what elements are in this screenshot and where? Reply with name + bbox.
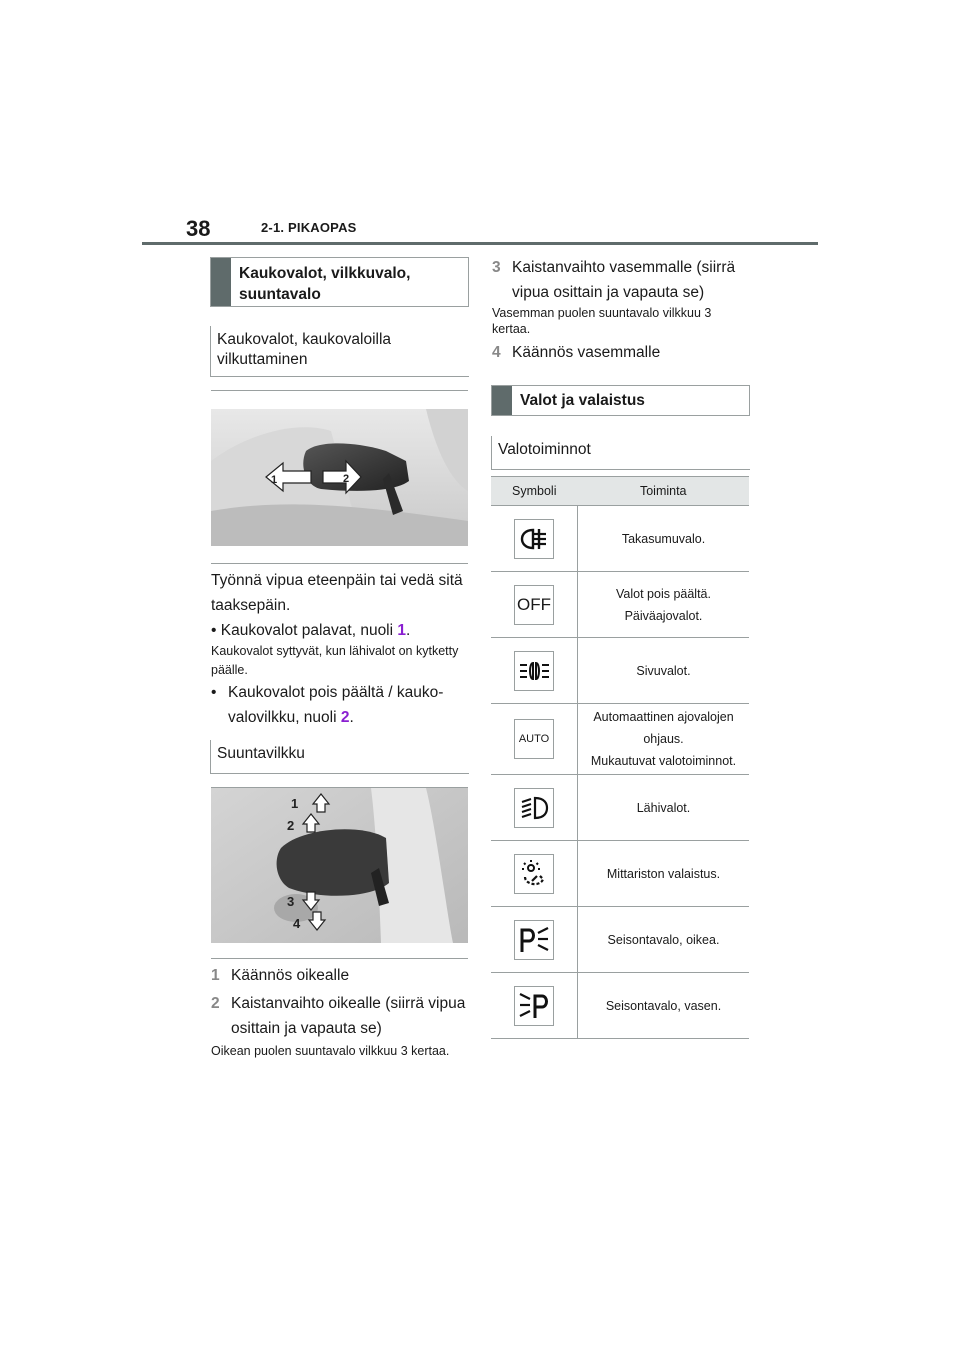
- function-text: Sivuvalot.: [636, 663, 691, 678]
- step-1: [211, 963, 468, 988]
- arrow-down-4-label: 4: [293, 916, 301, 931]
- function-cell: [578, 638, 750, 704]
- header-rule: [142, 242, 818, 245]
- step-4: [492, 340, 749, 365]
- figure-turn-signal-lever: [211, 787, 468, 959]
- bullet-high-beam-off: [211, 680, 468, 730]
- off-icon-text: OFF: [517, 594, 551, 614]
- instruction-paragraph: Työnnä vipua eteenpäin tai vedä sitä taaksepäin.: [211, 572, 463, 614]
- step-4-number: 4: [492, 344, 501, 361]
- side-lights-icon: [514, 651, 554, 691]
- arrow-ref-1: 1: [397, 622, 407, 639]
- function-text: Mittariston valaistus.: [606, 866, 721, 881]
- table-row: [491, 506, 749, 572]
- section-heading-text: Valot ja valaistus: [520, 392, 645, 409]
- figure-high-beam-lever: [211, 390, 468, 564]
- arrow-ref-2: 2: [340, 709, 350, 726]
- parking-light-left-icon: [514, 986, 554, 1026]
- table-row: [491, 704, 749, 775]
- step-2: [211, 991, 468, 1041]
- turn-signal-lever-illustration: [211, 788, 468, 958]
- bullet-dot: •: [211, 622, 221, 639]
- table-row: [491, 973, 749, 1039]
- symbol-cell: [491, 638, 578, 704]
- rear-fog-light-icon: [514, 519, 554, 559]
- chapter-title: 2-1. PIKAOPAS: [261, 220, 357, 235]
- step-2-number: 2: [211, 995, 220, 1012]
- arrow-up-1-label: 1: [291, 796, 299, 811]
- parking-light-right-icon: [514, 920, 554, 960]
- section-heading-bar: [211, 258, 231, 306]
- bullet-dot: •: [211, 684, 217, 701]
- function-text: Lähivalot.: [636, 800, 691, 815]
- arrow-1-label: 1: [271, 474, 278, 486]
- symbol-cell: [491, 907, 578, 973]
- step-4-text: Käännös vasemmalle: [512, 344, 661, 361]
- function-text: Valot pois päältä.: [616, 586, 711, 601]
- column-header-function: Toiminta: [578, 477, 750, 506]
- function-cell: [578, 506, 750, 572]
- table-header-row: [491, 477, 749, 506]
- column-header-symbol: Symboli: [491, 477, 578, 506]
- bullet-text: Kaukovalot pois päältä / kauko-valovilkku, nuoli: [228, 684, 444, 726]
- table-row: [491, 775, 749, 841]
- table-row: [491, 572, 749, 638]
- symbol-cell: [491, 775, 578, 841]
- subheading-light-functions: Valotoiminnot: [491, 436, 750, 470]
- bullet-high-beam-on: [211, 618, 468, 643]
- function-cell: [578, 572, 750, 638]
- note-left-signal: Vasemman puolen suuntavalo vilkkuu 3 kertaa.: [492, 306, 712, 336]
- function-cell: [578, 704, 750, 775]
- auto-icon: [514, 719, 554, 759]
- arrow-down-3-label: 3: [287, 894, 295, 909]
- function-text: Seisontavalo, oikea.: [607, 932, 720, 947]
- symbol-cell: [491, 841, 578, 907]
- section-heading-bar: [492, 386, 512, 415]
- table-row: [491, 841, 749, 907]
- step-2-text: Kaistanvaihto oikealle (siirrä vipua osittain ja vapauta se): [231, 995, 466, 1037]
- step-3: [492, 255, 749, 305]
- function-cell: [578, 841, 750, 907]
- table-row: [491, 638, 749, 704]
- function-text: Automaattinen ajovalojen ohjaus.: [593, 710, 734, 746]
- arrow-2-label: 2: [343, 473, 350, 485]
- symbol-cell: [491, 572, 578, 638]
- step-1-text: Käännös oikealle: [231, 967, 350, 984]
- bullet-period: .: [406, 622, 411, 639]
- note-high-beam: Kaukovalot syttyvät, kun lähivalot on kytketty päälle.: [211, 644, 459, 677]
- arrow-up-2-label: 2: [287, 818, 295, 833]
- step-1-number: 1: [211, 967, 220, 984]
- off-icon: [514, 585, 554, 625]
- symbol-cell: [491, 973, 578, 1039]
- note-right-signal: Oikean puolen suuntavalo vilkkuu 3 kertaa.: [211, 1044, 450, 1058]
- auto-icon-text: AUTO: [518, 733, 550, 745]
- bullet-text: Kaukovalot palavat, nuoli: [220, 622, 398, 639]
- subheading-high-beam: Kaukovalot, kaukovaloilla vilkuttaminen: [210, 326, 469, 377]
- step-3-text: Kaistanvaihto vasemmalle (siirrä vipua osittain ja vapauta se): [512, 259, 736, 301]
- function-text: Päiväajovalot.: [624, 608, 703, 623]
- section-heading-text: Kaukovalot, vilkkuvalo, suuntavalo: [239, 265, 411, 303]
- section-heading-lights: [491, 385, 750, 416]
- page-number: 38: [186, 216, 211, 241]
- light-functions-table: [491, 476, 749, 1039]
- function-cell: [578, 907, 750, 973]
- instrument-lighting-icon: [514, 854, 554, 894]
- bullet-content: [228, 680, 468, 730]
- step-3-number: 3: [492, 259, 501, 276]
- low-beam-icon: [514, 788, 554, 828]
- bullet-period: .: [349, 709, 354, 726]
- symbol-table: [491, 476, 749, 1039]
- function-cell: [578, 973, 750, 1039]
- function-text: Seisontavalo, vasen.: [605, 998, 722, 1013]
- function-text: Takasumuvalo.: [621, 531, 706, 546]
- table-row: [491, 907, 749, 973]
- function-cell: [578, 775, 750, 841]
- high-beam-lever-illustration: [211, 391, 468, 563]
- function-text: Mukautuvat valotoiminnot.: [590, 754, 737, 768]
- subheading-turn-signal: Suuntavilkku: [210, 740, 469, 774]
- symbol-cell: [491, 704, 578, 775]
- section-heading-high-beam: [210, 257, 469, 307]
- symbol-cell: [491, 506, 578, 572]
